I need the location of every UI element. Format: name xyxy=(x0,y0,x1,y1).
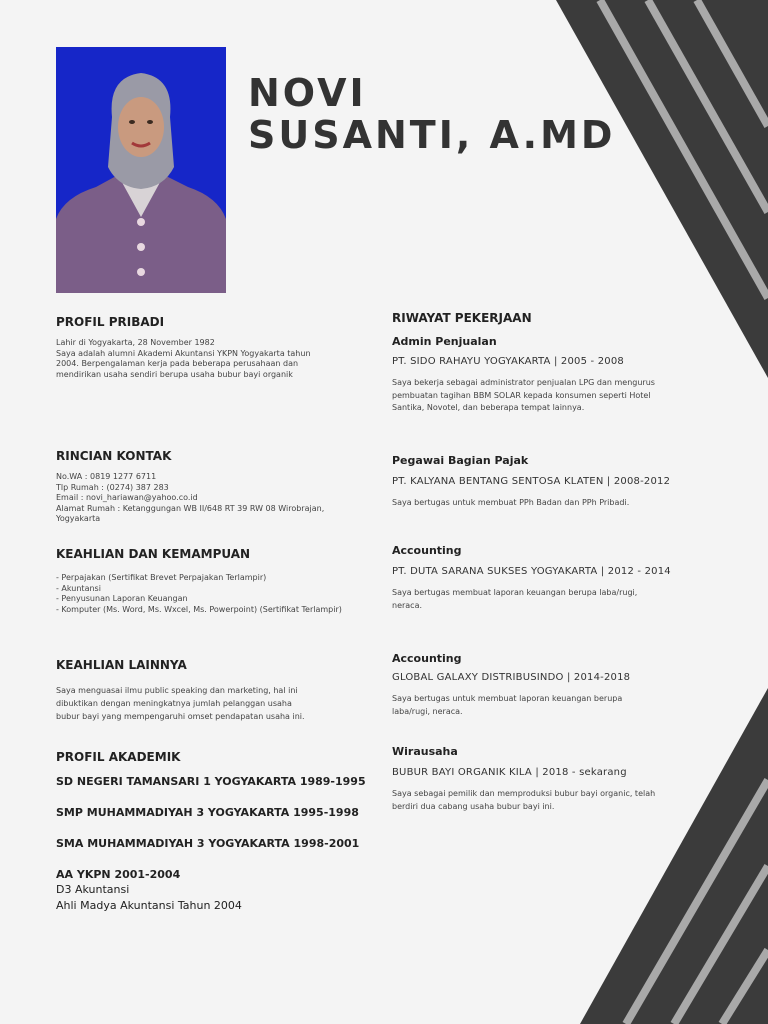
job-title: Accounting xyxy=(392,544,462,557)
keahlian-item: - Komputer (Ms. Word, Ms. Wxcel, Ms. Powerpoint) (Sertifikat Terlampir) xyxy=(56,604,342,614)
riwayat-heading: RIWAYAT PEKERJAAN xyxy=(392,311,532,325)
job-desc-line: Saya bekerja sebagai administrator penjualan LPG dan mengurus xyxy=(392,378,655,387)
keahlian-heading: KEAHLIAN DAN KEMAMPUAN xyxy=(56,547,251,561)
akademik-item: SMA MUHAMMADIYAH 3 YOGYAKARTA 1998-2001 xyxy=(56,837,360,850)
lainnya-line: Saya menguasai ilmu public speaking dan marketing, hal ini xyxy=(56,686,298,695)
name-line-1: NOVI xyxy=(248,71,367,115)
job-desc-line: pembuatan tagihan BBM SOLAR kepada konsumen seperti Hotel xyxy=(392,390,651,400)
kontak-address: Alamat Rumah : Ketanggungan WB II/648 RT 39 RW 08 Wirobrajan, xyxy=(56,503,325,513)
job-description xyxy=(392,377,692,415)
akademik-sub xyxy=(56,882,242,913)
keahlian-item: - Akuntansi xyxy=(56,583,101,593)
job-title: Accounting xyxy=(392,652,462,665)
name-line-2: SUSANTI, A.MD xyxy=(248,113,616,157)
job-description xyxy=(392,587,692,612)
stripe-bottom-dark xyxy=(580,688,768,1024)
job-company: PT. DUTA SARANA SUKSES YOGYAKARTA | 2012 - 2014 xyxy=(392,566,671,577)
profil-heading: PROFIL PRIBADI xyxy=(56,315,165,329)
job-title: Pegawai Bagian Pajak xyxy=(392,454,529,467)
job-desc-line: Saya bertugas untuk membuat laporan keuangan berupa xyxy=(392,694,623,703)
lainnya-text xyxy=(56,684,356,723)
akademik-heading: PROFIL AKADEMIK xyxy=(56,750,181,764)
portrait-image xyxy=(56,47,226,293)
profil-text xyxy=(56,338,356,380)
kontak-city: Yogyakarta xyxy=(56,514,101,523)
job-company: GLOBAL GALAXY DISTRIBUSINDO | 2014-2018 xyxy=(392,672,631,683)
lainnya-line: bubur bayi yang mempengaruhi omset pendapatan usaha ini. xyxy=(56,712,305,721)
lainnya-heading: KEAHLIAN LAINNYA xyxy=(56,658,187,672)
keahlian-list xyxy=(56,573,356,615)
job-description xyxy=(392,788,692,813)
job-desc-line: Saya sebagai pemilik dan memproduksi bubur bayi organic, telah xyxy=(392,789,656,798)
kontak-text xyxy=(56,472,356,525)
job-title: Wirausaha xyxy=(392,745,458,758)
job-desc-line: Santika, Novotel, dan beberapa tempat lainnya. xyxy=(392,403,585,412)
job-company: PT. KALYANA BENTANG SENTOSA KLATEN | 2008-2012 xyxy=(392,476,671,487)
profil-line: Lahir di Yogyakarta, 28 November 1982 xyxy=(56,338,215,347)
job-company: BUBUR BAYI ORGANIK KILA | 2018 - sekarang xyxy=(392,767,627,778)
job-title: Admin Penjualan xyxy=(392,335,497,348)
kontak-heading: RINCIAN KONTAK xyxy=(56,449,172,463)
akademik-item: AA YKPN 2001-2004 xyxy=(56,868,181,881)
kontak-home-phone: Tlp Rumah : (0274) 387 283 xyxy=(56,482,169,492)
job-desc-line: Saya bertugas membuat laporan keuangan berupa laba/rugi, xyxy=(392,588,638,597)
akademik-degree: D3 Akuntansi xyxy=(56,883,130,896)
job-desc-line: laba/rugi, neraca. xyxy=(392,706,463,716)
job-description xyxy=(392,693,692,718)
job-desc-line: neraca. xyxy=(392,600,423,610)
lainnya-line: dibuktikan dengan meningkatnya jumlah pelanggan usaha xyxy=(56,699,292,708)
keahlian-item: - Penyusunan Laporan Keuangan xyxy=(56,594,188,603)
kontak-email: Email : novi_hariawan@yahoo.co.id xyxy=(56,493,198,502)
profile-photo xyxy=(56,47,226,293)
candidate-name xyxy=(248,72,615,156)
stripe-top-dark xyxy=(556,0,768,378)
akademik-item: SMP MUHAMMADIYAH 3 YOGYAKARTA 1995-1998 xyxy=(56,806,359,819)
job-company: PT. SIDO RAHAYU YOGYAKARTA | 2005 - 2008 xyxy=(392,356,624,367)
kontak-phone: No.WA : 0819 1277 6711 xyxy=(56,472,157,481)
keahlian-item: - Perpajakan (Sertifikat Brevet Perpajakan Terlampir) xyxy=(56,573,267,582)
akademik-title: Ahli Madya Akuntansi Tahun 2004 xyxy=(56,898,242,912)
job-desc-line: berdiri dua cabang usaha bubur bayi ini. xyxy=(392,801,555,811)
akademik-item: SD NEGERI TAMANSARI 1 YOGYAKARTA 1989-1995 xyxy=(56,775,366,788)
profil-line: mendirikan usaha sendiri berupa usaha bubur bayi organik xyxy=(56,369,293,379)
profil-line: Saya adalah alumni Akademi Akuntansi YKPN Yogyakarta tahun xyxy=(56,348,311,358)
job-description xyxy=(392,497,692,510)
profil-line: 2004. Berpengalaman kerja pada beberapa perusahaan dan xyxy=(56,359,299,368)
job-desc-line: Saya bertugas untuk membuat PPh Badan dan PPh Pribadi. xyxy=(392,498,630,507)
